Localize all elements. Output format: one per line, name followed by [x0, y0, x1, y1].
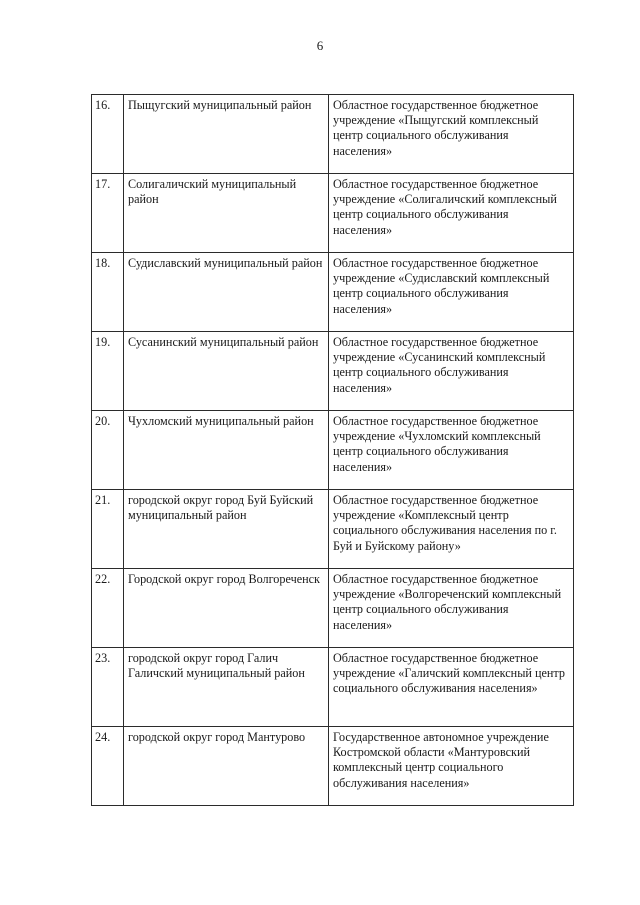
row-number: 20.: [92, 411, 124, 490]
row-number: 23.: [92, 648, 124, 727]
institution-name: Областное государственное бюджетное учреждение «Галичский комплексный центр социального обслуживания населения»: [329, 648, 574, 727]
institution-name: Областное государственное бюджетное учреждение «Сусанинский комплексный центр социального обслуживания населения»: [329, 332, 574, 411]
institutions-table: [91, 94, 574, 806]
table-row: [92, 253, 574, 332]
institution-name: Областное государственное бюджетное учреждение «Судиславский комплексный центр социального обслуживания населения»: [329, 253, 574, 332]
district-name: Пыщугский муниципальный район: [124, 95, 329, 174]
institution-name: Областное государственное бюджетное учреждение «Комплексный центр социального обслуживания населения по г. Буй и Буйскому району»: [329, 490, 574, 569]
district-name: городской округ город Буй Буйский муниципальный район: [124, 490, 329, 569]
institution-name: Областное государственное бюджетное учреждение «Чухломский комплексный центр социального обслуживания населения»: [329, 411, 574, 490]
row-number: 22.: [92, 569, 124, 648]
district-name: Сусанинский муниципальный район: [124, 332, 329, 411]
district-name: Городской округ город Волгореченск: [124, 569, 329, 648]
table-row: [92, 95, 574, 174]
row-number: 17.: [92, 174, 124, 253]
district-name: городской округ город Мантурово: [124, 727, 329, 806]
row-number: 19.: [92, 332, 124, 411]
table-row: [92, 411, 574, 490]
district-name: городской округ город Галич Галичский муниципальный район: [124, 648, 329, 727]
table-row: [92, 727, 574, 806]
row-number: 18.: [92, 253, 124, 332]
page-number: 6: [316, 38, 324, 53]
institution-name: Областное государственное бюджетное учреждение «Солигаличский комплексный центр социального обслуживания населения»: [329, 174, 574, 253]
row-number: 21.: [92, 490, 124, 569]
district-name: Солигаличский муниципальный район: [124, 174, 329, 253]
district-name: Судиславский муниципальный район: [124, 253, 329, 332]
table-row: [92, 490, 574, 569]
table-row: [92, 174, 574, 253]
row-number: 16.: [92, 95, 124, 174]
institution-name: Областное государственное бюджетное учреждение «Волгореченский комплексный центр социального обслуживания населения»: [329, 569, 574, 648]
table-row: [92, 569, 574, 648]
table-row: [92, 332, 574, 411]
institution-name: Государственное автономное учреждение Костромской области «Мантуровский комплексный центр социального обслуживания населения»: [329, 727, 574, 806]
table-row: [92, 648, 574, 727]
institution-name: Областное государственное бюджетное учреждение «Пыщугский комплексный центр социального обслуживания населения»: [329, 95, 574, 174]
row-number: 24.: [92, 727, 124, 806]
district-name: Чухломский муниципальный район: [124, 411, 329, 490]
